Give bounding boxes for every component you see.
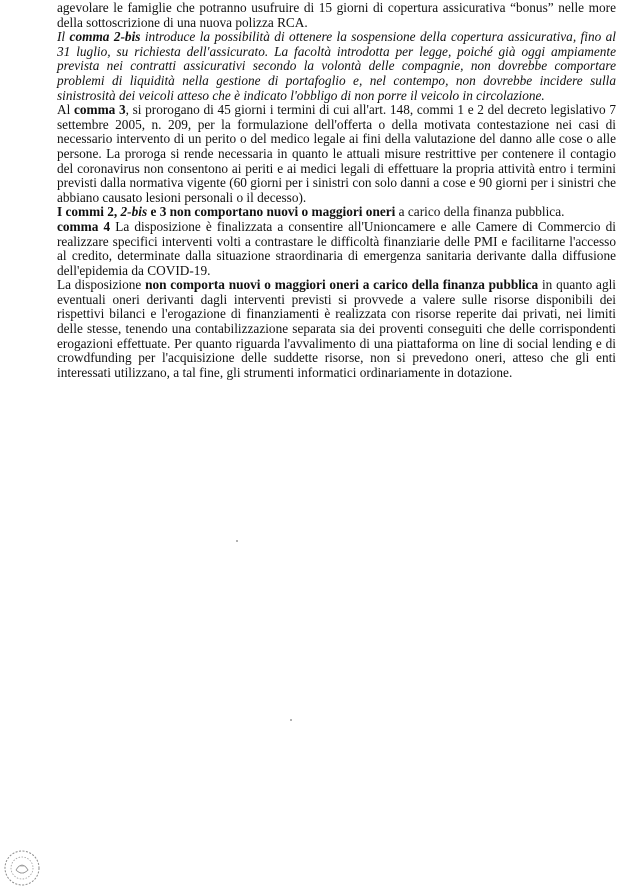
scan-speck — [290, 719, 292, 721]
paragraph-rca-bonus: agevolare le famiglie che potranno usufruire di 15 giorni di copertura assicurativa “bonus” nelle more della sottoscrizione di una nuova polizza RCA. — [57, 0, 616, 30]
seal-stamp-icon — [2, 848, 42, 888]
scan-speck — [236, 540, 238, 542]
body-text — [57, 1, 616, 380]
paragraph-comma-4: comma 4 La disposizione è finalizzata a consentire all'Unioncamere e alle Camere di Commercio di realizzare specifici interventi volti a contrastare le difficoltà finanziarie delle PMI e facilitarne l'accesso al credito, determinate dalla situazione straordinaria di emergenza sanitaria derivante dalla diffusione dell'epidemia da COVID-19. — [57, 218, 616, 278]
paragraph-comma-2bis: Il comma 2-bis introduce la possibilità di ottenere la sospensione della copertura assicurativa, fino al 31 luglio, su richiesta dell'assicurato. La facoltà introdotta per legge, poiché già oggi ampiamente prevista nei contratti assicurativi secondo la volontà delle compagnie, non dovrebbe comportare problemi di liquidità nella gestione di portafoglio e, nel contempo, non dovrebbe incidere sulla sinistrosità dei veicoli atteso che è indicato l'obbligo di non porre il veicolo in circolazione. — [57, 29, 616, 103]
paragraph-comma-3: Al comma 3, si prorogano di 45 giorni i termini di cui all'art. 148, commi 1 e 2 del decreto legislativo 7 settembre 2005, n. 209, per la formulazione dell'offerta o della motivata contestazione nei casi di necessario intervento di un perito o del medico legale ai fini della valutazione del danno alle cose o alle persone. La proroga si rende necessaria in quanto le attuali misure restrittive per contenere il contagio del coronavirus non consentono ai periti e ai medici legali di effettuare la propria attività entro i termini previsti dalla normativa vigente (60 giorni per i sinistri con solo danni a cose e 90 giorni per i sinistri che abbiano causato lesioni personali o il decesso). — [57, 102, 617, 205]
paragraph-oneri-commi: I commi 2, 2-bis e 3 non comportano nuovi o maggiori oneri a carico della finanza pubblica. — [57, 204, 565, 220]
paragraph-finanza-pubblica: La disposizione non comporta nuovi o maggiori oneri a carico della finanza pubblica in quanto agli eventuali oneri derivanti dagli interventi previsti si provvede a valere sulle risorse disponibili dei rispettivi bilanci e l'erogazione di finanziamenti è realizzata con risorse reperite dai privati, nei limiti delle stesse, tenendo una contabilizzazione separata sia dei proventi conseguiti che delle corrispondenti erogazioni effettuate. Per quanto riguarda l'avvalimento di una piattaforma on line di social lending e di crowdfunding per l'acquisizione delle suddette risorse, non si prevedono oneri, atteso che gli enti interessati utilizzano, a tal fine, gli strumenti informatici ordinariamente in dotazione. — [57, 277, 616, 380]
comma-2bis-label: comma 2-bis — [69, 29, 141, 45]
comma-4-label: comma 4 — [57, 218, 111, 234]
comma-3-label: comma 3 — [73, 102, 126, 118]
